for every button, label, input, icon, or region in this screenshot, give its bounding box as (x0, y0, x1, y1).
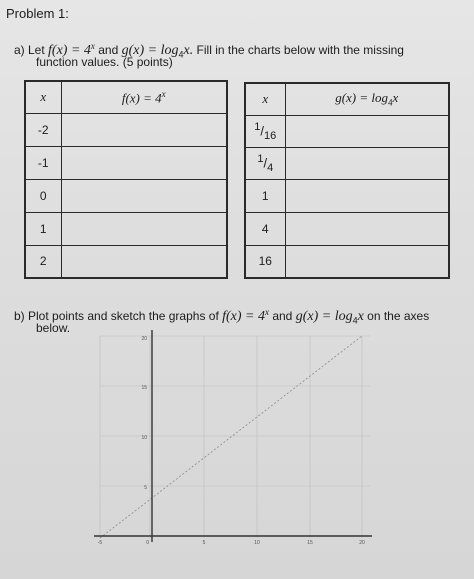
table-row (245, 245, 449, 278)
g-argument: x. (183, 43, 194, 58)
g-table-x-cell: $^1/_{16}$ (245, 115, 285, 147)
fraction-numerator: 1 (257, 152, 264, 165)
f-table-x-cell: 1 (25, 212, 61, 245)
g-table-value-cell[interactable] (285, 179, 449, 212)
f-table-header-fx-label: f(x) = 4 (121, 89, 162, 105)
f-definition: f(x) = 4 (48, 43, 91, 58)
g-table-header-base: 4 (388, 98, 393, 109)
g-definition-b: g(x) = log (295, 309, 353, 324)
g-table-header-gx (285, 83, 449, 115)
g-table (244, 82, 450, 279)
sketch-axes[interactable] (90, 326, 380, 548)
x-tick-label: 10 (254, 540, 260, 546)
y-tick-label: 10 (141, 435, 147, 441)
x-tick-label: -5 (97, 540, 103, 546)
f-table-x-cell: -2 (25, 113, 61, 146)
y-tick-label: 5 (144, 485, 147, 491)
x-tick-label: 20 (359, 540, 365, 546)
dashed-reference-line (100, 336, 362, 538)
table-row (25, 146, 227, 179)
f-exponent-b: x (265, 307, 269, 317)
g-table-value-cell[interactable] (285, 245, 449, 278)
y-tick-label: 15 (141, 385, 147, 391)
table-row (25, 179, 227, 212)
fraction-denominator: 16 (264, 129, 277, 142)
origin-label: 0 (146, 540, 149, 546)
f-table-x-cell: 0 (25, 179, 61, 212)
part-a-prefix: a) Let (14, 43, 49, 57)
part-b-line2: below. (36, 321, 71, 335)
g-table-value-cell[interactable] (285, 147, 449, 179)
g-table-x-cell: 1 (245, 179, 285, 212)
part-b-suffix: on the axes (363, 309, 430, 323)
f-table-header-fx (61, 81, 227, 113)
f-exponent: x (90, 41, 95, 51)
g-base-b: 4 (352, 315, 358, 326)
table-row (245, 115, 449, 147)
table-row (25, 113, 227, 146)
x-tick-label: 5 (202, 540, 206, 546)
g-table-header-gx-label: g(x) = log (335, 90, 389, 106)
f-table-value-cell[interactable] (61, 179, 227, 212)
f-table (24, 80, 228, 279)
table-row (25, 245, 227, 278)
f-table-x-cell: -1 (25, 146, 61, 179)
f-definition-b: f(x) = 4 (222, 309, 265, 324)
part-a-and: and (94, 43, 122, 57)
g-table-value-cell[interactable] (285, 115, 449, 147)
fraction-denominator: 4 (267, 161, 274, 174)
f-table-header-row (25, 81, 227, 113)
f-table-header-exp: x (161, 88, 166, 99)
g-table-x-cell: 4 (245, 212, 285, 245)
g-table-value-cell[interactable] (285, 212, 449, 245)
table-row (245, 179, 449, 212)
f-table-header-x: x (25, 81, 61, 113)
table-row (245, 212, 449, 245)
fraction-numerator: 1 (254, 120, 261, 133)
f-table-value-cell[interactable] (61, 212, 227, 245)
g-table-x-cell: $^1/_4$ (245, 147, 285, 179)
part-a-line2: function values. (5 points) (36, 55, 173, 69)
g-table-header-row (245, 83, 449, 115)
f-table-value-cell[interactable] (61, 113, 227, 146)
g-base: 4 (178, 49, 184, 60)
part-b-and: and (269, 309, 296, 323)
table-row (245, 147, 449, 179)
part-a-suffix: Fill in the charts below with the missing (193, 43, 404, 57)
table-row (25, 212, 227, 245)
f-table-x-cell: 2 (25, 245, 61, 278)
problem-title: Problem 1: (6, 6, 69, 21)
part-b-prefix: b) Plot points and sketch the graphs of (14, 309, 223, 323)
g-argument-b: x (357, 309, 364, 324)
g-table-x-cell: 16 (245, 245, 285, 278)
f-table-value-cell[interactable] (61, 245, 227, 278)
g-table-header-x: x (245, 83, 285, 115)
f-table-value-cell[interactable] (61, 146, 227, 179)
x-tick-label: 15 (307, 540, 313, 546)
y-tick-label: 20 (141, 336, 147, 342)
part-b-instructions (14, 304, 470, 328)
g-definition: g(x) = log (121, 43, 179, 58)
g-table-header-arg: x (392, 90, 399, 106)
